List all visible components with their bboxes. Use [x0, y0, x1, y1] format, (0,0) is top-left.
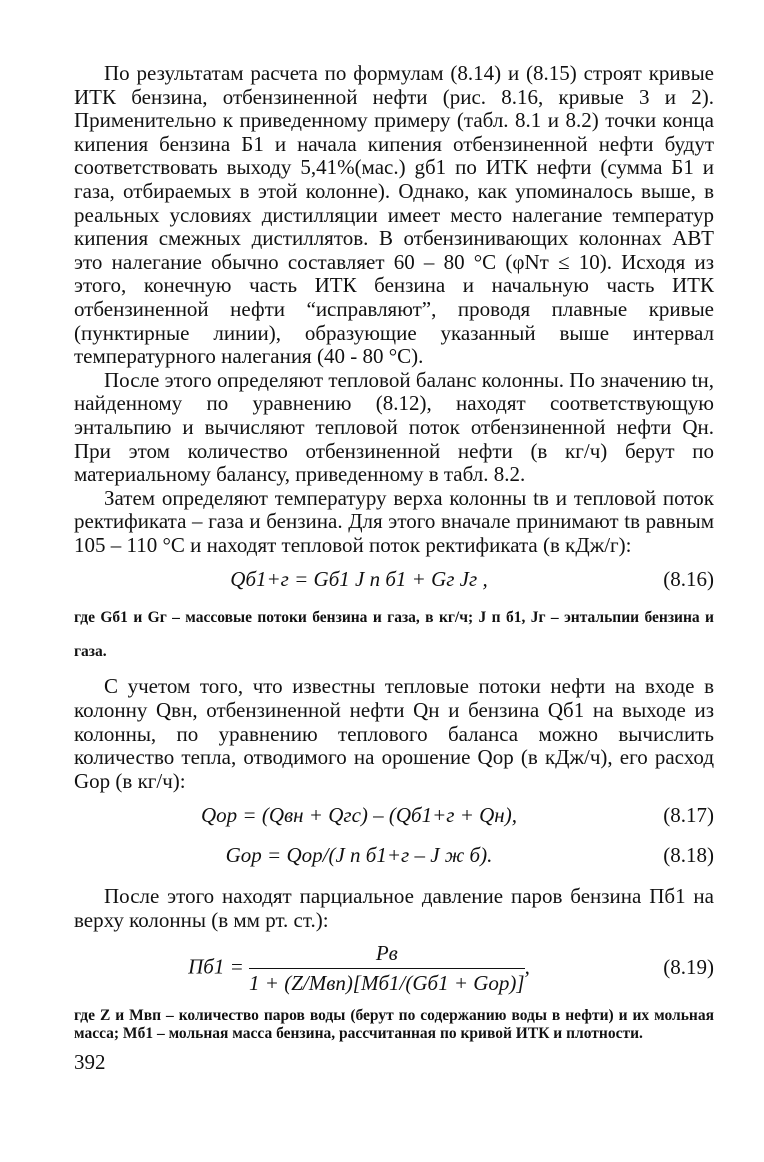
formula-8-19 — [74, 933, 714, 1007]
formula-8-18-body: Gор = Qор/(J п б1+г – J ж б). — [225, 843, 493, 868]
formula-8-16 — [74, 557, 714, 601]
formula-8-17-body: Qор = (Qвн + Qгс) – (Qб1+г + Qн), — [201, 803, 517, 828]
paragraph-itk-curves: По результатам расчета по формулам (8.14) и (8.15) строят кривые ИТК бензина, отбензиненной нефти (рис. 8.16, кривые 3 и 2). Применительно к приведенному примеру (табл. 8.1 и 8.2) точки конца кипения бензина Б1 и начала кипения отбензиненной нефти будут соответствовать выходу 5,41%(мас.) gб1 по ИТК нефти (сумма Б1 и газа, отбираемых в этой колонне). Однако, как упоминалось выше, в реальных условиях дистилляции имеет место налегание температур кипения смежных дистиллятов. В отбензинивающих колоннах АВТ это налегание обычно составляет 60 – 80 °С (φNт ≤ 10). Исходя из этого, конечную часть ИТК бензина и начальную часть ИТК отбензиненной нефти “исправляют”, проводя плавные кривые (пунктирные линии), образующие указанный выше интервал температурного налегания (40 - 80 °С). — [74, 61, 714, 369]
formula-8-19-lhs: Пб1 = — [188, 953, 244, 978]
formula-8-19-number: (8.19) — [663, 954, 714, 979]
formula-8-16-body: Qб1+г = Gб1 J п б1 + Gг Jг , — [230, 567, 488, 592]
formula-8-18 — [74, 833, 714, 885]
formula-8-19-denominator: 1 + (Z/Mвп)[Mб1/(Gб1 + Gор)] — [249, 970, 525, 995]
formula-8-17 — [74, 793, 714, 833]
formula-8-16-number: (8.16) — [663, 567, 714, 592]
paragraph-partial-pressure: После этого находят парциальное давление паров бензина Пб1 на верху колонны (в мм рт. ст.): — [74, 884, 714, 933]
page-number: 392 — [74, 1049, 106, 1074]
formula-8-19-tail: , — [524, 953, 530, 978]
paragraph-top-temperature: Затем определяют температуру верха колонны tв и тепловой поток ректификата – газа и бензина. Для этого вначале принимают tв равным 105 – 110 °С и находят тепловой поток ректификата (в кДж/г): — [74, 485, 714, 557]
formula-8-19-fraction — [249, 941, 525, 996]
formula-8-19-numerator: Pв — [249, 941, 525, 969]
formula-8-17-number: (8.17) — [663, 803, 714, 828]
page-body — [74, 62, 714, 1075]
formula-8-18-number: (8.18) — [663, 843, 714, 868]
note-water-vapor: где Z и Mвп – количество паров воды (берут по содержанию воды в нефти) и их мольная масса; Mб1 – мольная масса бензина, рассчитанная по кривой ИТК и плотности. — [74, 1006, 714, 1043]
note-mass-flows: где Gб1 и Gг – массовые потоки бензина и газа, в кг/ч; J п б1, Jг – энтальпии бензина и газа. — [74, 609, 714, 661]
paragraph-heat-balance: После этого определяют тепловой баланс колонны. По значению tн, найденному по уравнению (8.12), находят соответствующую энтальпию и вычисляют тепловой поток отбензиненной нефти Qн. При этом количество отбензиненной нефти (в кг/ч) берут по материальному балансу, приведенному в табл. 8.2. — [74, 367, 714, 487]
paragraph-reflux: С учетом того, что известны тепловые потоки нефти на входе в колонну Qвн, отбензиненной нефти Qн и бензина Qб1 на выходе из колонны, по уравнению теплового баланса можно вычислить количество тепла, отводимого на орошение Qор (в кДж/ч), его расход Gор (в кг/ч): — [74, 674, 714, 793]
